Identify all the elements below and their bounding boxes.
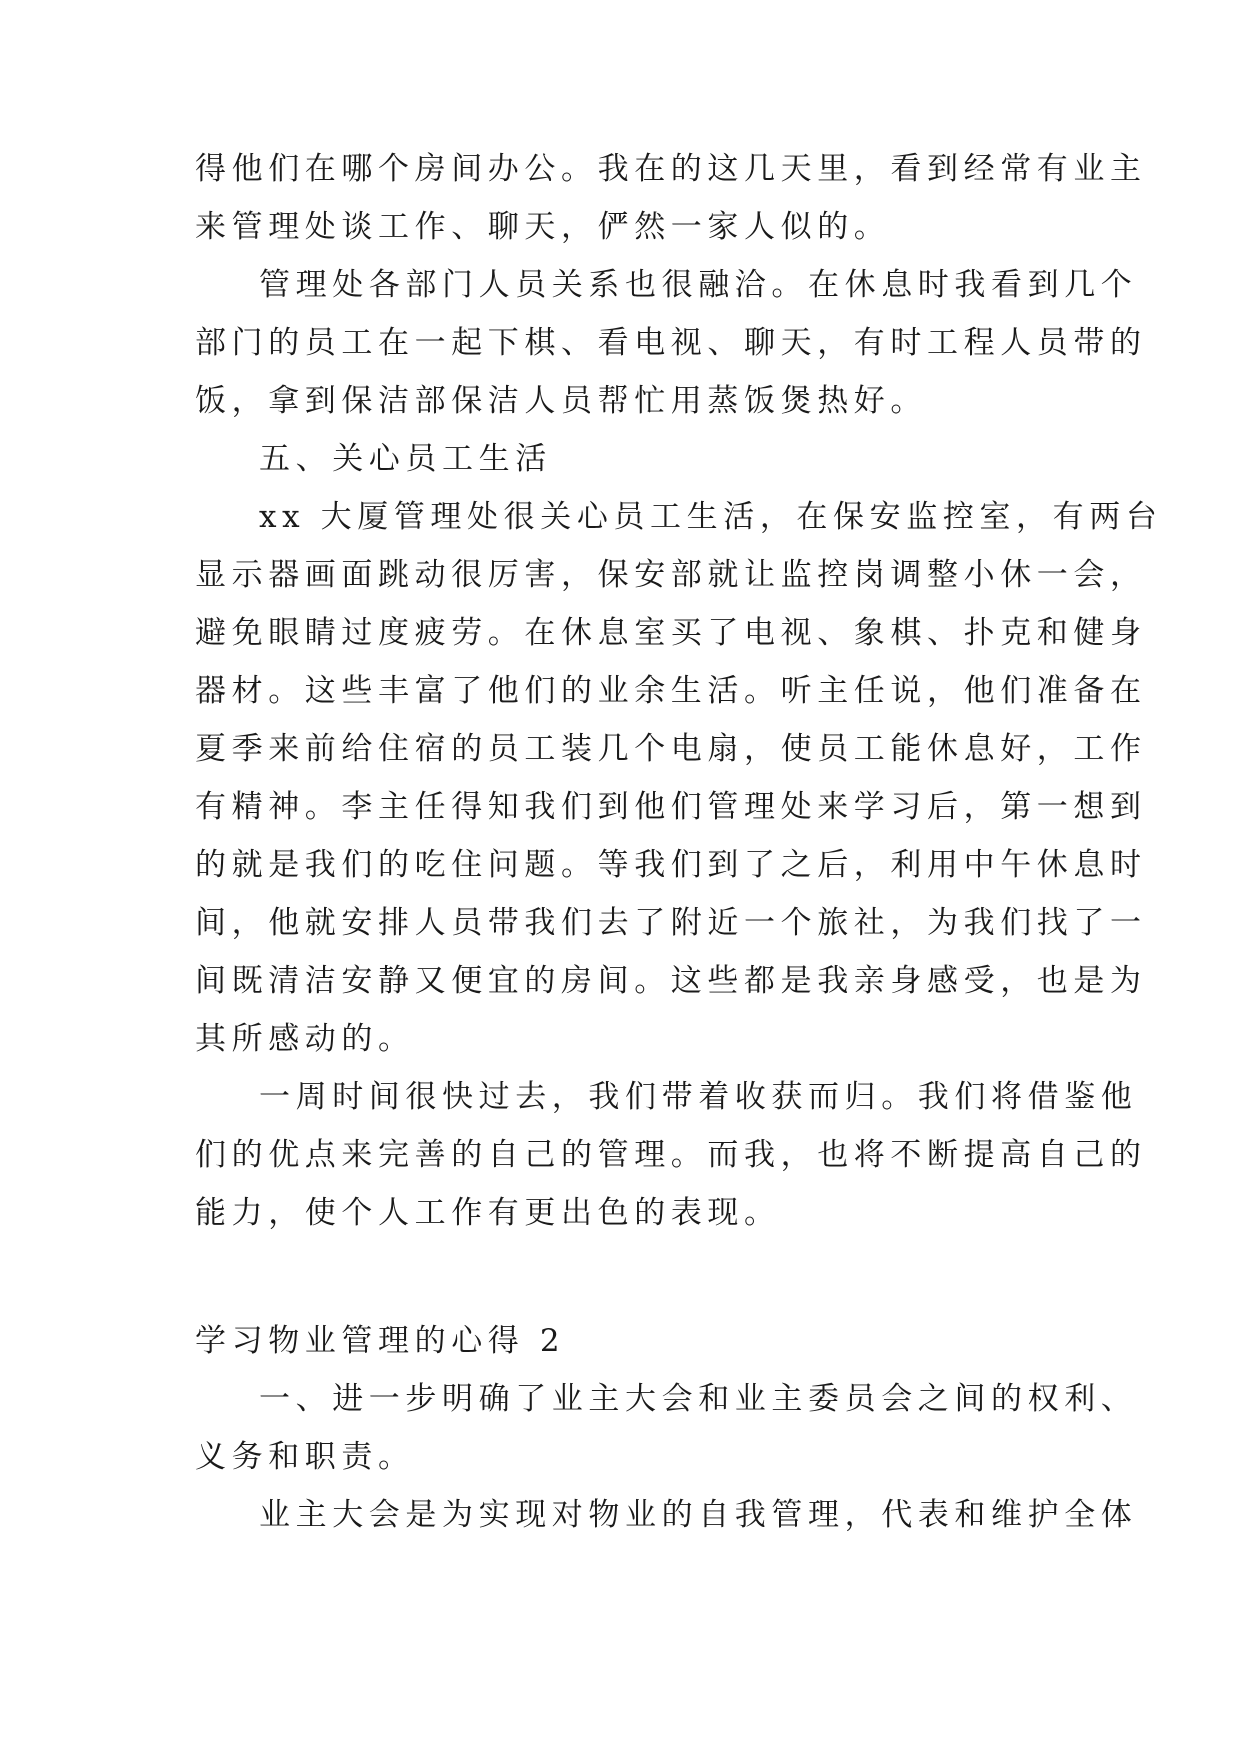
text-line: 得他们在哪个房间办公。我在的这几天里，看到经常有业主 [195,151,1147,187]
text-line: 的就是我们的吃住问题。等我们到了之后，利用中午休息时 [195,847,1147,883]
text-line: 避免眼睛过度疲劳。在休息室买了电视、象棋、扑克和健身 [195,615,1147,651]
paragraph-start-line: xx 大厦管理处很关心员工生活，在保安监控室，有两台 [259,499,1163,535]
text-line: 显示器画面跳动很厉害，保安部就让监控岗调整小休一会， [195,557,1147,593]
text-line: 来管理处谈工作、聊天，俨然一家人似的。 [195,209,891,245]
paragraph-start-line: 一、进一步明确了业主大会和业主委员会之间的权利、 [259,1381,1138,1417]
paragraph-start-line: 管理处各部门人员关系也很融洽。在休息时我看到几个 [259,267,1138,303]
section-heading: 五、关心员工生活 [259,441,552,477]
section-title: 学习物业管理的心得 2 [195,1323,566,1359]
text-line: 能力，使个人工作有更出色的表现。 [195,1195,781,1231]
text-line: 们的优点来完善的自己的管理。而我，也将不断提高自己的 [195,1137,1147,1173]
paragraph-start-line: 一周时间很快过去，我们带着收获而归。我们将借鉴他 [259,1079,1138,1115]
text-line: 间既清洁安静又便宜的房间。这些都是我亲身感受，也是为 [195,963,1147,999]
document-body-bottom [195,1312,1138,1544]
text-line: 部门的员工在一起下棋、看电视、聊天，有时工程人员带的 [195,325,1147,361]
text-line: 夏季来前给住宿的员工装几个电扇，使员工能休息好，工作 [195,731,1147,767]
text-line: 饭，拿到保洁部保洁人员帮忙用蒸饭煲热好。 [195,383,927,419]
document-body-top [195,140,1163,1242]
text-line: 间，他就安排人员带我们去了附近一个旅社，为我们找了一 [195,905,1147,941]
text-line: 有精神。李主任得知我们到他们管理处来学习后，第一想到 [195,789,1147,825]
paragraph-start-line: 业主大会是为实现对物业的自我管理，代表和维护全体 [259,1497,1138,1533]
text-line: 器材。这些丰富了他们的业余生活。听主任说，他们准备在 [195,673,1147,709]
text-line: 义务和职责。 [195,1439,415,1475]
text-line: 其所感动的。 [195,1021,415,1057]
